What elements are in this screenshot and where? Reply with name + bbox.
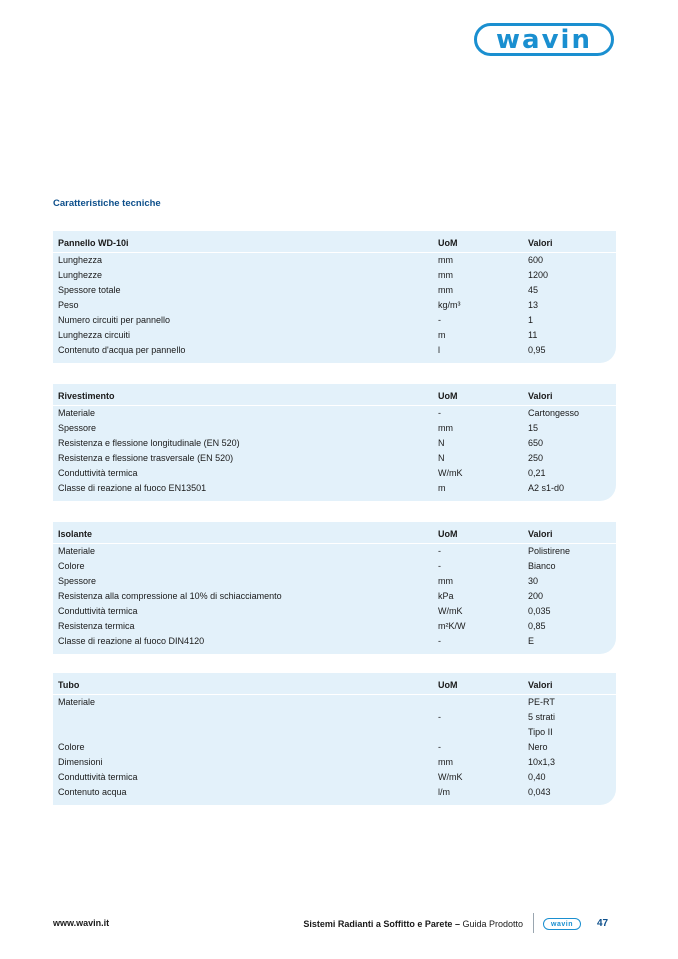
table-cell: kPa <box>438 591 454 601</box>
table-row <box>53 283 616 298</box>
spec-table <box>53 384 616 501</box>
table-row <box>53 619 616 634</box>
table-cell: - <box>438 742 441 752</box>
table-cell: 15 <box>528 423 539 433</box>
table-cell: Conduttività termica <box>58 468 138 478</box>
table-cell: l <box>438 345 440 355</box>
table-cell: Colore <box>58 742 85 752</box>
table-cell: mm <box>438 285 453 295</box>
table-cell: W/mK <box>438 606 463 616</box>
table-row <box>53 481 616 496</box>
table-cell: Lunghezza circuiti <box>58 330 131 340</box>
table-header-cell: Tubo <box>58 680 80 690</box>
footer-website[interactable]: www.wavin.it <box>53 918 110 928</box>
table-cell: Resistenza e flessione trasversale (EN 520) <box>58 453 234 463</box>
table-cell: Numero circuiti per pannello <box>58 315 171 325</box>
table-row <box>53 406 616 421</box>
footer-document-title <box>303 919 523 929</box>
table-cell: Bianco <box>528 561 556 571</box>
table-cell: 1200 <box>528 270 549 280</box>
table-row <box>53 770 616 785</box>
table-header-cell: UoM <box>438 391 458 401</box>
table-cell <box>522 695 616 740</box>
table-cell: Classe di reazione al fuoco DIN4120 <box>58 636 205 646</box>
table-row <box>53 544 616 559</box>
table-header-cell: Valori <box>528 529 553 539</box>
table-cell: m <box>438 483 446 493</box>
table-header-cell: Valori <box>528 680 553 690</box>
table-header-cell: Pannello WD-10i <box>58 238 129 248</box>
table-row <box>53 466 616 481</box>
table-cell: 10x1,3 <box>528 757 556 767</box>
table-cell: Resistenza alla compressione al 10% di schiacciamento <box>58 591 282 601</box>
table-cell: 600 <box>528 255 544 265</box>
table-cell: Materiale <box>58 408 96 418</box>
table-cell: 13 <box>528 300 539 310</box>
footer-title-regular: Guida Prodotto <box>459 919 523 929</box>
table-row <box>53 604 616 619</box>
table-cell: 0,043 <box>528 787 551 797</box>
table-cell: mm <box>438 270 453 280</box>
table-cell: Spessore totale <box>58 285 121 295</box>
table-cell: Spessore <box>58 423 97 433</box>
table-cell: kg/m³ <box>438 300 461 310</box>
table-cell: mm <box>438 757 453 767</box>
section-title: Caratteristiche tecniche <box>53 198 161 209</box>
table-cell-line: Tipo II <box>528 727 553 737</box>
footer-divider <box>533 913 534 933</box>
table-cell: Materiale <box>58 697 96 707</box>
table-cell: 0,85 <box>528 621 546 631</box>
table-cell: Spessore <box>58 576 97 586</box>
table-row <box>53 436 616 451</box>
table-cell: l/m <box>438 787 450 797</box>
table-row <box>53 253 616 268</box>
table-cell: Peso <box>58 300 79 310</box>
table-cell: Lunghezza <box>58 255 103 265</box>
table-cell-line: PE-RT <box>528 697 555 707</box>
table-row <box>53 298 616 313</box>
table-cell-line: 5 strati <box>528 712 556 722</box>
table-cell: - <box>438 712 441 722</box>
table-row <box>53 268 616 283</box>
footer-title-bold: Sistemi Radianti a Soffitto e Parete – <box>303 919 460 929</box>
table-row <box>53 559 616 574</box>
table-cell: - <box>438 636 441 646</box>
spec-table <box>53 231 616 363</box>
table-cell: Lunghezze <box>58 270 103 280</box>
table-header-row <box>53 673 616 695</box>
table-cell: 0,035 <box>528 606 551 616</box>
table-header-row <box>53 384 616 406</box>
table-header-row <box>53 231 616 253</box>
table-cell: E <box>528 636 535 646</box>
table-row <box>53 740 616 755</box>
table-cell: 650 <box>528 438 544 448</box>
table-row <box>53 343 616 358</box>
table-header-cell: UoM <box>438 238 458 248</box>
table-header-cell: Rivestimento <box>58 391 115 401</box>
table-cell: N <box>438 438 445 448</box>
page-number: 47 <box>597 918 609 929</box>
table-cell: N <box>438 453 445 463</box>
table-row <box>53 755 616 770</box>
table-cell: Resistenza e flessione longitudinale (EN 520) <box>58 438 240 448</box>
table-row <box>53 313 616 328</box>
table-cell: 200 <box>528 591 544 601</box>
table-row <box>53 574 616 589</box>
table-cell: Nero <box>528 742 548 752</box>
footer-wavin-logo: wavin <box>543 918 581 930</box>
table-cell: mm <box>438 255 453 265</box>
table-header-cell: UoM <box>438 680 458 690</box>
table-cell: - <box>438 315 441 325</box>
table-cell: W/mK <box>438 772 463 782</box>
table-row <box>53 589 616 604</box>
table-row <box>53 451 616 466</box>
table-cell: mm <box>438 423 453 433</box>
table-cell: A2 s1-d0 <box>528 483 565 493</box>
table-row <box>53 421 616 436</box>
spec-table <box>53 673 616 805</box>
table-header-row <box>53 522 616 544</box>
table-cell: Cartongesso <box>528 408 580 418</box>
table-row <box>53 634 616 649</box>
table-cell: 1 <box>528 315 534 325</box>
table-cell: Contenuto d'acqua per pannello <box>58 345 186 355</box>
table-cell: Contenuto acqua <box>58 787 127 797</box>
table-cell: m²K/W <box>438 621 466 631</box>
table-row <box>53 695 616 740</box>
table-row <box>53 785 616 800</box>
table-cell: Conduttività termica <box>58 772 138 782</box>
table-cell: Classe di reazione al fuoco EN13501 <box>58 483 207 493</box>
table-cell: Conduttività termica <box>58 606 138 616</box>
table-cell: Resistenza termica <box>58 621 135 631</box>
table-header-cell: Isolante <box>58 529 93 539</box>
table-cell: - <box>438 561 441 571</box>
table-header-cell: UoM <box>438 529 458 539</box>
table-cell: mm <box>438 576 453 586</box>
table-cell: 30 <box>528 576 539 586</box>
table-cell: W/mK <box>438 468 463 478</box>
table-cell: 45 <box>528 285 539 295</box>
table-cell: Dimensioni <box>58 757 103 767</box>
table-cell: Polistirene <box>528 546 571 556</box>
table-header-cell: Valori <box>528 391 553 401</box>
table-cell: - <box>438 408 441 418</box>
table-cell: 0,40 <box>528 772 546 782</box>
table-cell: 0,21 <box>528 468 546 478</box>
table-cell: 11 <box>528 330 538 340</box>
table-header-cell: Valori <box>528 238 553 248</box>
table-row <box>53 328 616 343</box>
table-cell: - <box>438 546 441 556</box>
table-cell: 0,95 <box>528 345 546 355</box>
table-cell: 250 <box>528 453 544 463</box>
table-cell: m <box>438 330 446 340</box>
table-cell: Colore <box>58 561 85 571</box>
spec-table <box>53 522 616 654</box>
table-cell: Materiale <box>58 546 96 556</box>
wavin-logo: wavin <box>474 23 614 56</box>
